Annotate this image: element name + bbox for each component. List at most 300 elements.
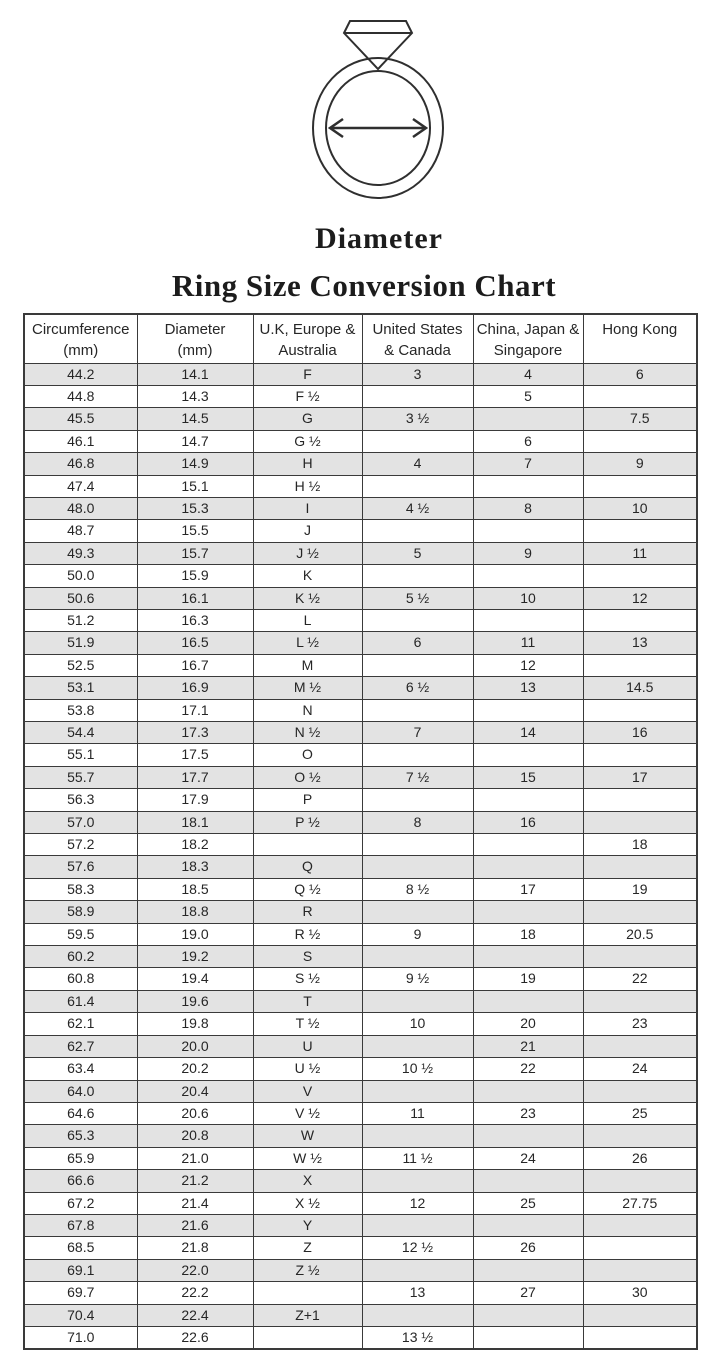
table-cell: 20.5 bbox=[583, 923, 697, 945]
table-cell bbox=[362, 856, 473, 878]
table-cell: 55.1 bbox=[24, 744, 137, 766]
table-cell bbox=[362, 430, 473, 452]
table-cell: Z ½ bbox=[253, 1259, 362, 1281]
table-cell bbox=[362, 1170, 473, 1192]
table-body bbox=[24, 363, 697, 1349]
table-cell bbox=[362, 1080, 473, 1102]
table-row bbox=[24, 901, 697, 923]
table-cell bbox=[473, 1080, 583, 1102]
table-cell: 51.2 bbox=[24, 609, 137, 631]
table-cell: O ½ bbox=[253, 766, 362, 788]
table-cell: K bbox=[253, 565, 362, 587]
table-cell: 14.5 bbox=[583, 677, 697, 699]
table-row bbox=[24, 1237, 697, 1259]
table-row bbox=[24, 789, 697, 811]
table-cell: 59.5 bbox=[24, 923, 137, 945]
table-cell bbox=[473, 1259, 583, 1281]
table-cell: 7.5 bbox=[583, 408, 697, 430]
table-cell: 5 ½ bbox=[362, 587, 473, 609]
table-cell bbox=[473, 475, 583, 497]
table-cell: 58.9 bbox=[24, 901, 137, 923]
table-cell: Y bbox=[253, 1214, 362, 1236]
table-cell bbox=[583, 1304, 697, 1326]
table-cell: 24 bbox=[583, 1058, 697, 1080]
table-cell: 18.1 bbox=[137, 811, 253, 833]
table-row bbox=[24, 565, 697, 587]
table-cell bbox=[362, 565, 473, 587]
table-cell: 57.0 bbox=[24, 811, 137, 833]
table-cell: 19.0 bbox=[137, 923, 253, 945]
table-cell bbox=[362, 946, 473, 968]
table-cell: 6 bbox=[362, 632, 473, 654]
diagram-label: Diameter bbox=[315, 222, 443, 255]
table-cell: 22.0 bbox=[137, 1259, 253, 1281]
table-cell: 21.8 bbox=[137, 1237, 253, 1259]
table-cell: R bbox=[253, 901, 362, 923]
column-header bbox=[583, 314, 697, 363]
table-cell: 21 bbox=[473, 1035, 583, 1057]
table-cell: 21.0 bbox=[137, 1147, 253, 1169]
table-cell: 10 bbox=[473, 587, 583, 609]
table-cell bbox=[473, 834, 583, 856]
table-cell: X ½ bbox=[253, 1192, 362, 1214]
table-cell bbox=[253, 1326, 362, 1349]
table-cell: 19.8 bbox=[137, 1013, 253, 1035]
table-cell: 16 bbox=[473, 811, 583, 833]
table-cell bbox=[362, 385, 473, 407]
table-cell: Q bbox=[253, 856, 362, 878]
table-cell: 54.4 bbox=[24, 722, 137, 744]
table-cell: 13 bbox=[362, 1282, 473, 1304]
column-header-line2: & Canada bbox=[384, 342, 451, 359]
table-cell: 17.5 bbox=[137, 744, 253, 766]
table-cell: 64.6 bbox=[24, 1102, 137, 1124]
table-cell: 30 bbox=[583, 1282, 697, 1304]
table-cell bbox=[583, 1237, 697, 1259]
table-cell: 51.9 bbox=[24, 632, 137, 654]
table-cell: 22 bbox=[473, 1058, 583, 1080]
table-row bbox=[24, 811, 697, 833]
table-cell: J ½ bbox=[253, 542, 362, 564]
table-cell bbox=[583, 990, 697, 1012]
table-cell: 10 bbox=[362, 1013, 473, 1035]
table-cell bbox=[583, 654, 697, 676]
column-header-line2: (mm) bbox=[63, 342, 99, 359]
table-cell: 3 bbox=[362, 363, 473, 385]
table-cell: S ½ bbox=[253, 968, 362, 990]
table-cell: 16.7 bbox=[137, 654, 253, 676]
table-cell: W bbox=[253, 1125, 362, 1147]
table-cell: 17.7 bbox=[137, 766, 253, 788]
table-header bbox=[24, 314, 697, 363]
column-header-line2: (mm) bbox=[177, 342, 213, 359]
table-row bbox=[24, 722, 697, 744]
table-cell: H bbox=[253, 453, 362, 475]
column-header-line1: United States bbox=[372, 321, 463, 338]
table-cell: 50.6 bbox=[24, 587, 137, 609]
table-row bbox=[24, 1326, 697, 1349]
table-cell: L bbox=[253, 609, 362, 631]
table-row bbox=[24, 744, 697, 766]
table-cell: 17 bbox=[583, 766, 697, 788]
table-cell: 13 bbox=[473, 677, 583, 699]
table-cell: 57.6 bbox=[24, 856, 137, 878]
table-cell: 4 ½ bbox=[362, 497, 473, 519]
table-cell: 14.7 bbox=[137, 430, 253, 452]
table-cell bbox=[473, 520, 583, 542]
table-cell: 15 bbox=[473, 766, 583, 788]
table-cell: W ½ bbox=[253, 1147, 362, 1169]
table-cell bbox=[473, 744, 583, 766]
table-cell: 45.5 bbox=[24, 408, 137, 430]
table-cell: 63.4 bbox=[24, 1058, 137, 1080]
column-header bbox=[24, 314, 137, 363]
table-cell: 15.3 bbox=[137, 497, 253, 519]
table-cell: T ½ bbox=[253, 1013, 362, 1035]
table-cell: 14 bbox=[473, 722, 583, 744]
table-cell: 69.7 bbox=[24, 1282, 137, 1304]
table-cell: U ½ bbox=[253, 1058, 362, 1080]
table-cell: 14.3 bbox=[137, 385, 253, 407]
table-cell: 12 bbox=[583, 587, 697, 609]
table-cell: 21.4 bbox=[137, 1192, 253, 1214]
table-cell: 44.2 bbox=[24, 363, 137, 385]
table-row bbox=[24, 878, 697, 900]
table-cell bbox=[583, 1214, 697, 1236]
table-cell: 17.1 bbox=[137, 699, 253, 721]
table-cell: 9 bbox=[362, 923, 473, 945]
table-cell bbox=[362, 1125, 473, 1147]
table-cell: 21.6 bbox=[137, 1214, 253, 1236]
table-cell bbox=[583, 744, 697, 766]
table-cell: 46.1 bbox=[24, 430, 137, 452]
table-row bbox=[24, 609, 697, 631]
table-row bbox=[24, 1192, 697, 1214]
header-row bbox=[24, 314, 697, 363]
table-cell: 66.6 bbox=[24, 1170, 137, 1192]
table-cell bbox=[362, 699, 473, 721]
table-cell bbox=[583, 699, 697, 721]
table-cell: 7 bbox=[473, 453, 583, 475]
table-cell: V ½ bbox=[253, 1102, 362, 1124]
table-cell: T bbox=[253, 990, 362, 1012]
table-cell: 16.5 bbox=[137, 632, 253, 654]
table-cell: 5 bbox=[362, 542, 473, 564]
table-cell bbox=[473, 990, 583, 1012]
table-row bbox=[24, 520, 697, 542]
table-cell: 7 ½ bbox=[362, 766, 473, 788]
table-cell: 62.7 bbox=[24, 1035, 137, 1057]
table-cell bbox=[473, 565, 583, 587]
table-cell: 9 bbox=[583, 453, 697, 475]
table-cell: R ½ bbox=[253, 923, 362, 945]
table-cell: 9 ½ bbox=[362, 968, 473, 990]
table-cell bbox=[583, 609, 697, 631]
table-cell: 14.5 bbox=[137, 408, 253, 430]
column-header-line1: U.K, Europe & bbox=[259, 321, 356, 338]
table-cell: M ½ bbox=[253, 677, 362, 699]
table-cell: 67.2 bbox=[24, 1192, 137, 1214]
table-cell: 6 ½ bbox=[362, 677, 473, 699]
table-cell: 22.2 bbox=[137, 1282, 253, 1304]
column-header-line2: Australia bbox=[278, 342, 337, 359]
table-cell: 5 bbox=[473, 385, 583, 407]
table-cell bbox=[583, 565, 697, 587]
table-cell: 27.75 bbox=[583, 1192, 697, 1214]
table-cell bbox=[473, 901, 583, 923]
table-cell bbox=[583, 811, 697, 833]
table-row bbox=[24, 542, 697, 564]
table-cell bbox=[583, 1326, 697, 1349]
table-cell: 55.7 bbox=[24, 766, 137, 788]
conversion-table bbox=[23, 313, 698, 1350]
table-cell: 13 bbox=[583, 632, 697, 654]
table-cell: 19.2 bbox=[137, 946, 253, 968]
table-cell: G ½ bbox=[253, 430, 362, 452]
table-cell: 15.7 bbox=[137, 542, 253, 564]
table-cell: 25 bbox=[583, 1102, 697, 1124]
table-cell: U bbox=[253, 1035, 362, 1057]
table-cell: 17.9 bbox=[137, 789, 253, 811]
table-cell bbox=[362, 834, 473, 856]
table-cell: 25 bbox=[473, 1192, 583, 1214]
table-cell: 69.1 bbox=[24, 1259, 137, 1281]
table-cell: J bbox=[253, 520, 362, 542]
table-cell: M bbox=[253, 654, 362, 676]
column-header-line1: Circumference bbox=[31, 321, 130, 338]
table-cell bbox=[362, 1214, 473, 1236]
table-cell: 20.2 bbox=[137, 1058, 253, 1080]
table-cell: 10 ½ bbox=[362, 1058, 473, 1080]
table-row bbox=[24, 968, 697, 990]
table-cell: 16.1 bbox=[137, 587, 253, 609]
table-cell: X bbox=[253, 1170, 362, 1192]
table-cell: 19 bbox=[583, 878, 697, 900]
table-row bbox=[24, 453, 697, 475]
table-row bbox=[24, 1080, 697, 1102]
table-cell: 11 bbox=[362, 1102, 473, 1124]
table-cell: 23 bbox=[473, 1102, 583, 1124]
table-cell: 22 bbox=[583, 968, 697, 990]
table-cell: 18.8 bbox=[137, 901, 253, 923]
table-cell: 49.3 bbox=[24, 542, 137, 564]
table-row bbox=[24, 1125, 697, 1147]
table-row bbox=[24, 699, 697, 721]
table-cell: 16 bbox=[583, 722, 697, 744]
table-row bbox=[24, 923, 697, 945]
table-cell bbox=[253, 834, 362, 856]
table-cell: V bbox=[253, 1080, 362, 1102]
table-cell: 60.2 bbox=[24, 946, 137, 968]
table-cell: P bbox=[253, 789, 362, 811]
table-cell: 8 ½ bbox=[362, 878, 473, 900]
column-header bbox=[137, 314, 253, 363]
page-title: Ring Size Conversion Chart bbox=[171, 268, 557, 303]
table-row bbox=[24, 654, 697, 676]
table-cell: 16.3 bbox=[137, 609, 253, 631]
table-cell bbox=[583, 789, 697, 811]
table-cell: 12 ½ bbox=[362, 1237, 473, 1259]
table-cell: 65.3 bbox=[24, 1125, 137, 1147]
table-row bbox=[24, 632, 697, 654]
table-cell: 20 bbox=[473, 1013, 583, 1035]
table-cell: 12 bbox=[473, 654, 583, 676]
table-cell bbox=[362, 789, 473, 811]
table-row bbox=[24, 1214, 697, 1236]
table-cell: 8 bbox=[473, 497, 583, 519]
table-cell: 64.0 bbox=[24, 1080, 137, 1102]
table-cell: 20.0 bbox=[137, 1035, 253, 1057]
table-cell: N ½ bbox=[253, 722, 362, 744]
table-cell bbox=[362, 1259, 473, 1281]
table-row bbox=[24, 475, 697, 497]
table-cell bbox=[362, 1035, 473, 1057]
table-cell bbox=[473, 789, 583, 811]
table-cell: 48.0 bbox=[24, 497, 137, 519]
table-row bbox=[24, 430, 697, 452]
table-cell: 3 ½ bbox=[362, 408, 473, 430]
table-cell bbox=[583, 520, 697, 542]
table-cell bbox=[583, 430, 697, 452]
table-row bbox=[24, 1102, 697, 1124]
table-cell bbox=[473, 699, 583, 721]
table-cell: 9 bbox=[473, 542, 583, 564]
table-cell: 18.5 bbox=[137, 878, 253, 900]
table-cell: P ½ bbox=[253, 811, 362, 833]
table-cell: 12 bbox=[362, 1192, 473, 1214]
table-cell bbox=[362, 990, 473, 1012]
table-cell: 47.4 bbox=[24, 475, 137, 497]
table-row bbox=[24, 408, 697, 430]
table-cell: 4 bbox=[473, 363, 583, 385]
table-cell bbox=[253, 1282, 362, 1304]
table-row bbox=[24, 834, 697, 856]
table-row bbox=[24, 1304, 697, 1326]
table-cell: 7 bbox=[362, 722, 473, 744]
table-cell: 56.3 bbox=[24, 789, 137, 811]
table-cell bbox=[362, 609, 473, 631]
table-cell: 19.4 bbox=[137, 968, 253, 990]
table-row bbox=[24, 990, 697, 1012]
table-cell: 8 bbox=[362, 811, 473, 833]
column-header bbox=[473, 314, 583, 363]
table-cell: 14.9 bbox=[137, 453, 253, 475]
table-row bbox=[24, 1170, 697, 1192]
table-cell: 17 bbox=[473, 878, 583, 900]
table-cell bbox=[583, 1080, 697, 1102]
table-cell: 52.5 bbox=[24, 654, 137, 676]
table-cell bbox=[473, 408, 583, 430]
table-cell bbox=[583, 1259, 697, 1281]
table-cell: 48.7 bbox=[24, 520, 137, 542]
column-header-line1: China, Japan & bbox=[476, 321, 580, 338]
table-row bbox=[24, 1013, 697, 1035]
table-cell: 19.6 bbox=[137, 990, 253, 1012]
table-cell: 68.5 bbox=[24, 1237, 137, 1259]
table-row bbox=[24, 385, 697, 407]
table-cell: 50.0 bbox=[24, 565, 137, 587]
table-cell: 23 bbox=[583, 1013, 697, 1035]
table-cell bbox=[583, 901, 697, 923]
table-cell bbox=[583, 1125, 697, 1147]
table-cell bbox=[473, 856, 583, 878]
table-cell: L ½ bbox=[253, 632, 362, 654]
table-cell: S bbox=[253, 946, 362, 968]
diameter-arrow-icon bbox=[330, 119, 426, 137]
table-row bbox=[24, 1035, 697, 1057]
table-cell: 18 bbox=[473, 923, 583, 945]
table-cell: Q ½ bbox=[253, 878, 362, 900]
table-cell: 22.4 bbox=[137, 1304, 253, 1326]
table-cell bbox=[583, 1035, 697, 1057]
table-cell bbox=[473, 1326, 583, 1349]
table-cell bbox=[583, 385, 697, 407]
table-cell bbox=[362, 901, 473, 923]
table-cell bbox=[362, 1304, 473, 1326]
table-cell: 65.9 bbox=[24, 1147, 137, 1169]
table-cell: 60.8 bbox=[24, 968, 137, 990]
table-cell: 26 bbox=[583, 1147, 697, 1169]
table-cell bbox=[362, 475, 473, 497]
table-cell: 61.4 bbox=[24, 990, 137, 1012]
table-cell: O bbox=[253, 744, 362, 766]
table-cell bbox=[473, 1170, 583, 1192]
table-row bbox=[24, 587, 697, 609]
table-cell: 20.8 bbox=[137, 1125, 253, 1147]
table-cell: H ½ bbox=[253, 475, 362, 497]
table-cell: 46.8 bbox=[24, 453, 137, 475]
table-cell: 13 ½ bbox=[362, 1326, 473, 1349]
table-cell bbox=[583, 1170, 697, 1192]
table-cell: 10 bbox=[583, 497, 697, 519]
table-cell bbox=[362, 520, 473, 542]
table-cell bbox=[473, 1304, 583, 1326]
column-header bbox=[253, 314, 362, 363]
table-cell: 22.6 bbox=[137, 1326, 253, 1349]
table-cell: 15.1 bbox=[137, 475, 253, 497]
table-cell: 24 bbox=[473, 1147, 583, 1169]
table-cell bbox=[362, 654, 473, 676]
table-row bbox=[24, 1282, 697, 1304]
table-cell bbox=[473, 946, 583, 968]
table-cell: 21.2 bbox=[137, 1170, 253, 1192]
table-cell: 44.8 bbox=[24, 385, 137, 407]
table-row bbox=[24, 856, 697, 878]
table-row bbox=[24, 1058, 697, 1080]
table-cell: 20.4 bbox=[137, 1080, 253, 1102]
table-row bbox=[24, 946, 697, 968]
table-cell bbox=[362, 744, 473, 766]
table-row bbox=[24, 497, 697, 519]
table-cell: 6 bbox=[473, 430, 583, 452]
table-cell: 57.2 bbox=[24, 834, 137, 856]
column-header-line1: Hong Kong bbox=[602, 321, 678, 338]
table-cell: 20.6 bbox=[137, 1102, 253, 1124]
table-cell: I bbox=[253, 497, 362, 519]
table-cell bbox=[473, 1125, 583, 1147]
table-cell: Z+1 bbox=[253, 1304, 362, 1326]
column-header bbox=[362, 314, 473, 363]
table-cell: 18.3 bbox=[137, 856, 253, 878]
table-cell: G bbox=[253, 408, 362, 430]
table-cell: 15.5 bbox=[137, 520, 253, 542]
table-cell bbox=[473, 609, 583, 631]
table-cell bbox=[473, 1214, 583, 1236]
table-cell: 4 bbox=[362, 453, 473, 475]
table-cell: 16.9 bbox=[137, 677, 253, 699]
table-row bbox=[24, 363, 697, 385]
table-cell: 62.1 bbox=[24, 1013, 137, 1035]
